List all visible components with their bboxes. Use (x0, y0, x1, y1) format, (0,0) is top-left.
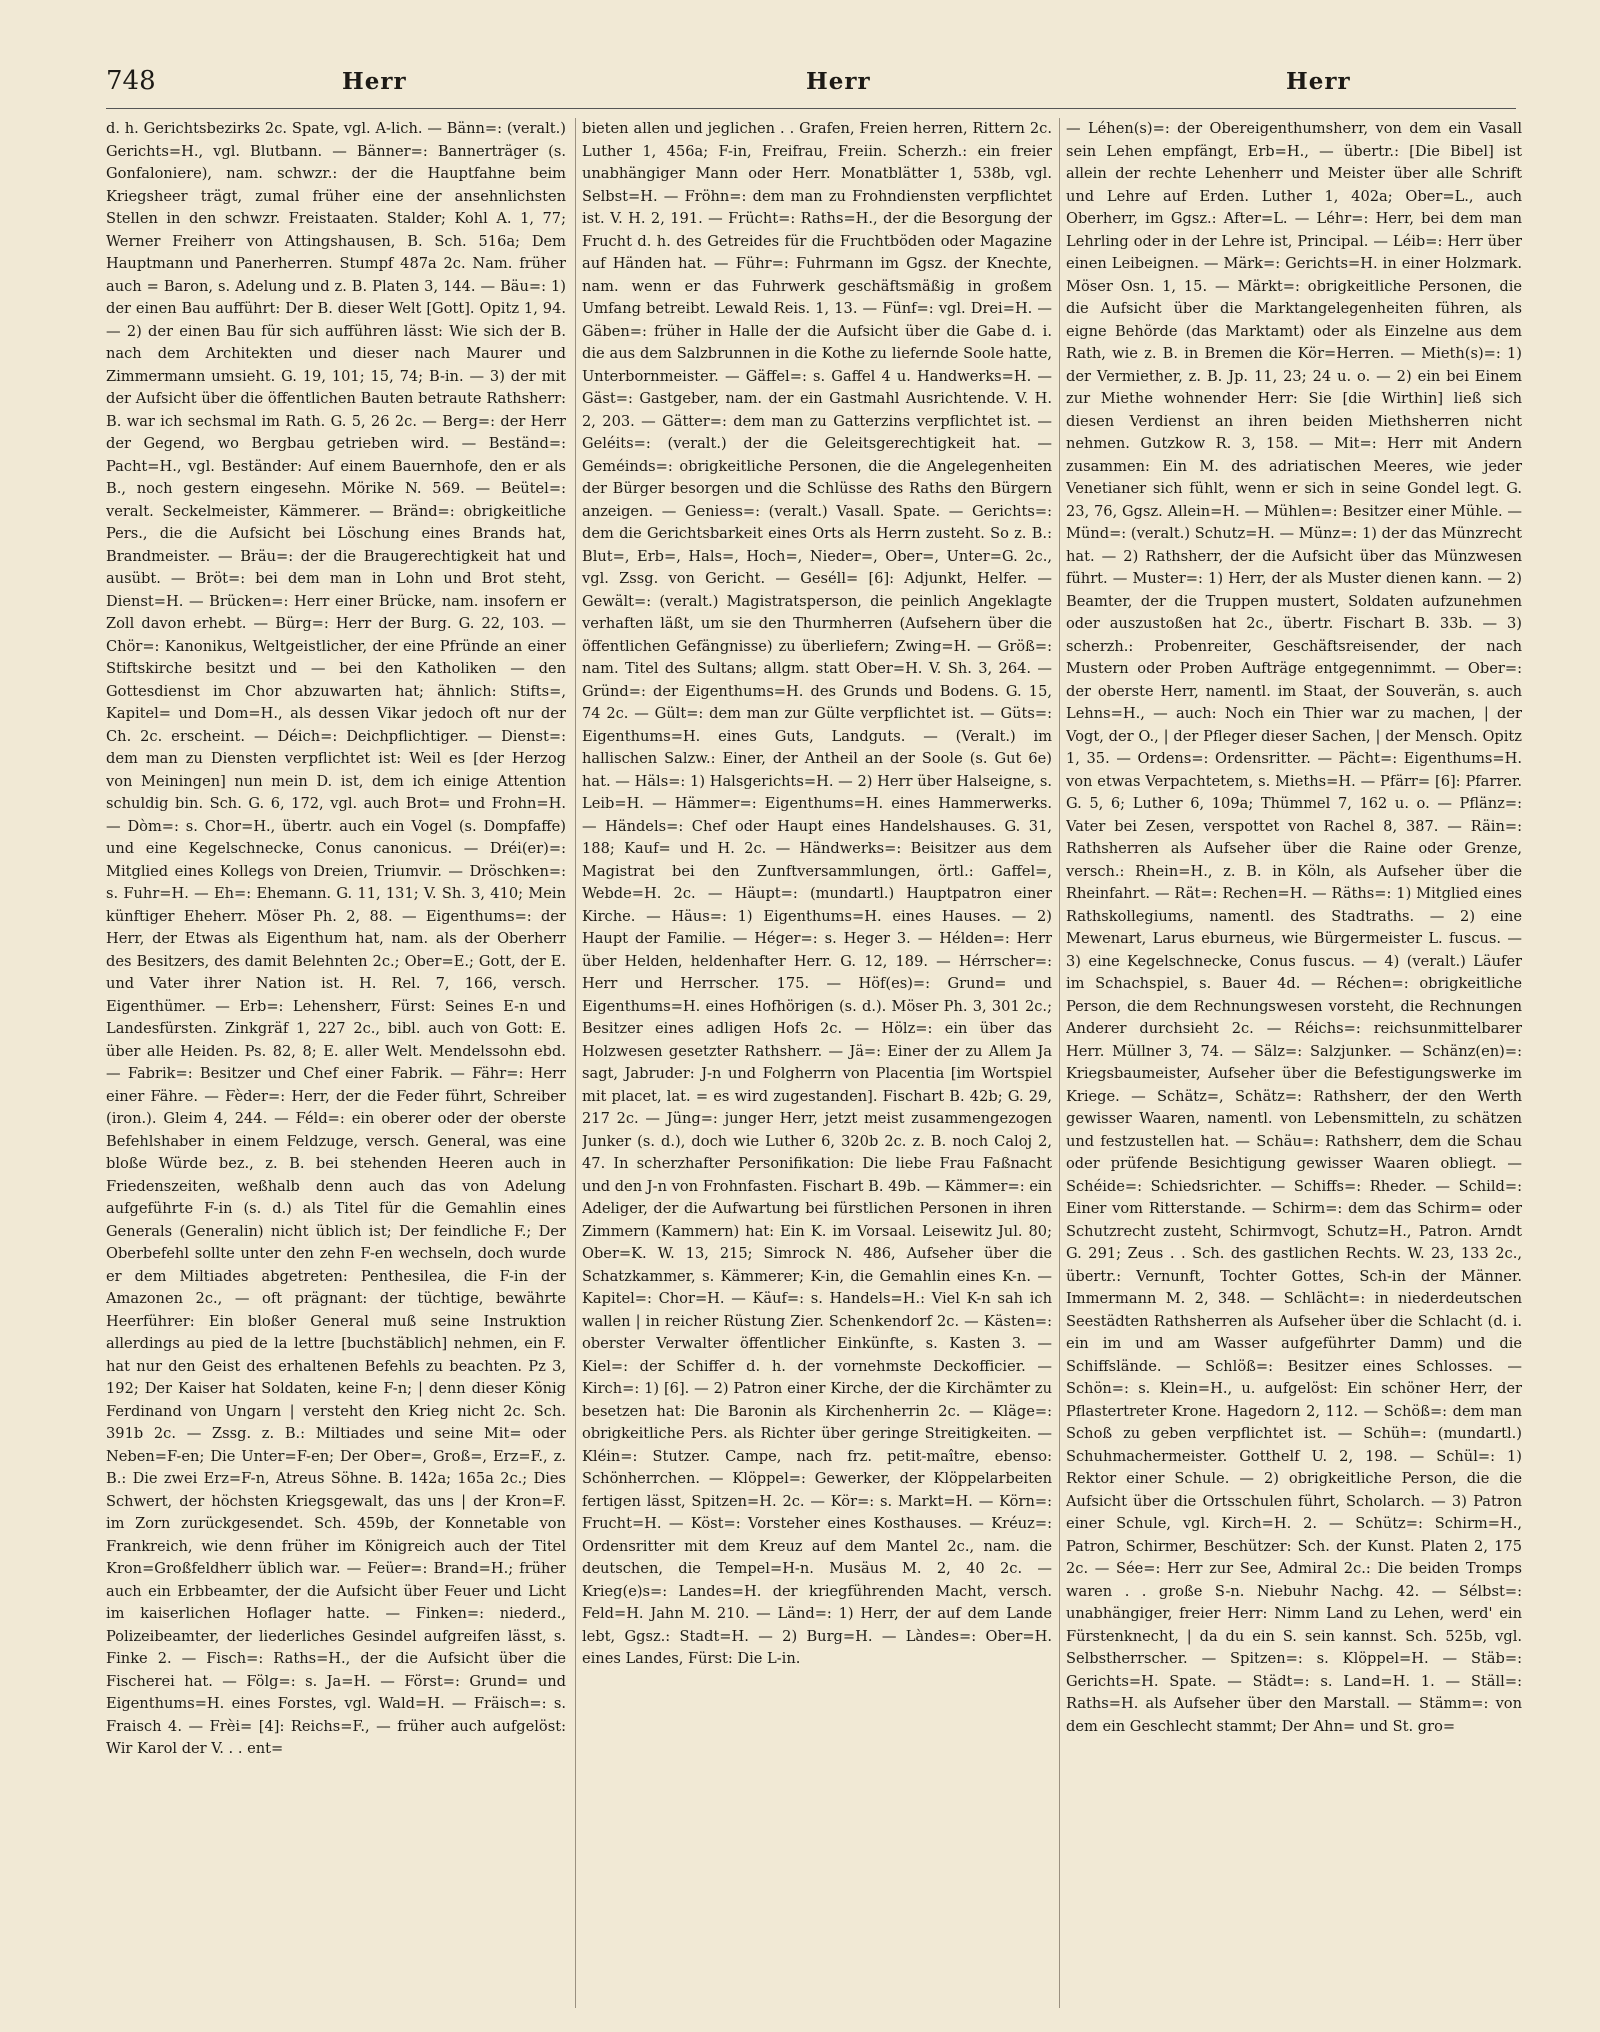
column-text: — Léhen(s)=: der Obereigenthumsherr, von dem ein Vasall sein Lehen empfängt, Erb=H., — übertr.: [Die Bibel] ist allein der rechte Lehenherr und Meister über alle Schrift und Lehre auf Erden. Luther 1, 402a; Ober=L., auch Oberherr, im Ggsz.: After=L. — Léhr=: Herr, bei dem man Lehrling oder in der Lehre ist, Principal. — Léib=: Herr über einen Leibeignen. — Märk=: Gerichts=H. in einer Holzmark. Möser Osn. 1, 15. — Märkt=: obrigkeitliche Personen, die die Aufsicht über die Marktangelegenheiten führen, als eigne Behörde (das Marktamt) oder als Einzelne aus dem Rath, wie z. B. in Bremen die Kör=Herren. — Mieth(s)=: 1) der Vermiether, z. B. Jp. 11, 23; 24 u. o. — 2) ein bei Einem zur Miethe wohnender Herr: Sie [die Wirthin] ließ sich diesen Verdienst an ihren beiden Miethsherren nicht nehmen. Gutzkow R. 3, 158. — Mit=: Herr mit Andern zusammen: Ein M. des adriatischen Meeres, wie jeder Venetianer sich fühlt, wenn er sich in seine Gondel legt. G. 23, 76, Ggsz. Allein=H. — Mühlen=: Besitzer einer Mühle. — Münd=: (veralt.) Schutz=H. — Münz=: 1) der das Münzrecht hat. — 2) Rathsherr, der die Aufsicht über das Münzwesen führt. — Muster=: 1) Herr, der als Muster dienen kann. — 2) Beamter, der die Truppen mustert, Soldaten aufzunehmen oder auszustoßen hat 2c., übertr. Fischart B. 33b. — 3) scherzh.: Probenreiter, Geschäftsreisender, der nach Mustern oder Proben Aufträge entgegennimmt. — Ober=: der oberste Herr, namentl. im Staat, der Souverän, s. auch Lehns=H., — auch: Noch ein Thier war zu machen, | der Vogt, der O., | der Pfleger dieser Sachen, | der Mensch. Opitz 1, 35. — Ordens=: Ordensritter. — Pächt=: Eigenthums=H. von etwas Verpachtetem, s. Mieths=H. — Pfärr= [6]: Pfarrer. G. 5, 6; Luther 6, 109a; Thümmel 7, 162 u. o. — Pflänz=: Vater bei Zesen, verspottet von Rachel 8, 387. — Räin=: Rathsherren als Aufseher über die Raine oder Grenze, versch.: Rhein=H., z. B. in Köln, als Aufseher über die Rheinfahrt. — Rät=: Rechen=H. — Räths=: 1) Mitglied eines Rathskollegiums, namentl. des Stadtraths. — 2) eine Mewenart, Larus eburneus, wie Bürgermeister L. fuscus. — 3) eine Kegelschnecke, Conus fuscus. — 4) (veralt.) Läufer im Schachspiel, s. Bauer 4d. — Réchen=: obrigkeitliche Person, die dem Rechnungswesen vorsteht, die Rechnungen Anderer durchsieht 2c. — Réichs=: reichsunmittelbarer Herr. Müllner 3, 74. — Sälz=: Salzjunker. — Schänz(en)=: Kriegsbaumeister, Aufseher über die Befestigungswerke im Kriege. — Schätz=, Schätz=: Rathsherr, der den Werth gewisser Waaren, namentl. von Lebensmitteln, zu schätzen und festzustellen hat. — Schäu=: Rathsherr, dem die Schau oder prüfende Besichtigung gewisser Waaren obliegt. — Schéide=: Schiedsrichter. — Schiffs=: Rheder. — Schild=: Einer vom Ritterstande. — Schirm=: dem das Schirm= oder Schutzrecht zusteht, Schirmvogt, Schutz=H., Patron. Arndt G. 291; Zeus . . Sch. des gastlichen Rechts. W. 23, 133 2c., übertr.: Vernunft, Tochter Gottes, Sch-in der Männer. Immermann M. 2, 348. — Schlächt=: in niederdeutschen Seestädten Rathsherren als Aufseher über die Schlacht (d. i. ein im und am Wasser aufgeführter Damm) und die Schiffslände. — Schlöß=: Besitzer eines Schlosses. — Schön=: s. Klein=H., u. aufgelöst: Ein schöner Herr, der Pflastertreter Krone. Hagedorn 2, 112. — Schöß=: dem man Schoß zu geben verpflichtet ist. — Schüh=: (mundartl.) Schuhmachermeister. Gotthelf U. 2, 198. — Schül=: 1) Rektor einer Schule. — 2) obrigkeitliche Person, die die Aufsicht über die Ortsschulen führt, Scholarch. — 3) Patron einer Schule, vgl. Kirch=H. 2. — Schütz=: Schirm=H., Patron, Schirmer, Beschützer: Sch. der Kunst. Platen 2, 175 2c. — Sée=: Herr zur See, Admiral 2c.: Die beiden Tromps waren . . große S-n. Niebuhr Nachg. 42. — Sélbst=: unabhängiger, freier Herr: Nimm Land zu Lehen, werd' ein Fürstenknecht, | da du ein S. sein kannst. Sch. 525b, vgl. Selbstherrscher. — Spitzen=: s. Klöppel=H. — Stäb=: Gerichts=H. Spate. — Städt=: s. Land=H. 1. — Ställ=: Raths=H. als Aufseher über den Marstall. — Stämm=: von dem ein Geschlecht stammt; Der Ahn= und St. gro= (1066, 120, 1522, 1735)
page-number: 748 (106, 66, 156, 96)
column-divider (1059, 118, 1060, 2008)
running-head-right: Herr (1286, 68, 1351, 95)
column-divider (575, 118, 576, 2008)
text-column-left (106, 118, 566, 2008)
column-text: bieten allen und jeglichen . . Grafen, Freien herren, Rittern 2c. Luther 1, 456a; F-in, Freifrau, Freiin. Scherzh.: ein freier unabhängiger Mann oder Herr. Monatblätter 1, 538b, vgl. Selbst=H. — Fröhn=: dem man zu Frohndiensten verpflichtet ist. V. H. 2, 191. — Frücht=: Raths=H., der die Besorgung der Frucht d. h. des Getreides für die Fruchtböden oder Magazine auf Händen hat. — Führ=: Fuhrmann im Ggsz. der Knechte, nam. wenn er das Fuhrwerk geschäftsmäßig in großem Umfang betreibt. Lewald Reis. 1, 13. — Fünf=: vgl. Drei=H. — Gäben=: früher in Halle der die Aufsicht über die Gabe d. i. die aus dem Salzbrunnen in die Kothe zu liefernde Soole hatte, Unterbornmeister. — Gäffel=: s. Gaffel 4 u. Handwerks=H. — Gäst=: Gastgeber, nam. der ein Gastmahl Ausrichtende. V. H. 2, 203. — Gätter=: dem man zu Gatterzins verpflichtet ist. — Geléits=: (veralt.) der die Geleitsgerechtigkeit hat. — Geméinds=: obrigkeitliche Personen, die die Angelegenheiten der Bürger besorgen und die Schlüsse des Raths den Bürgern anzeigen. — Geniess=: (veralt.) Vasall. Spate. — Gerichts=: dem die Gerichtsbarkeit eines Orts als Herrn zusteht. So z. B.: Blut=, Erb=, Hals=, Hoch=, Nieder=, Ober=, Unter=G. 2c., vgl. Zssg. von Gericht. — Geséll= [6]: Adjunkt, Helfer. — Gewält=: (veralt.) Magistratsperson, die peinlich Angeklagte verhaften läßt, um sie den Thurmherren (Aufsehern über die öffentlichen Gefängnisse) zu überliefern; Zwing=H. — Größ=: nam. Titel des Sultans; allgm. statt Ober=H. V. Sh. 3, 264. — Gründ=: der Eigenthums=H. des Grunds und Bodens. G. 15, 74 2c. — Gült=: dem man zur Gülte verpflichtet ist. — Güts=: Eigenthums=H. eines Guts, Landguts. — (Veralt.) im hallischen Salzw.: Einer, der Antheil an der Soole (s. Gut 6e) hat. — Häls=: 1) Halsgerichts=H. — 2) Herr über Halseigne, s. Leib=H. — Hämmer=: Eigenthums=H. eines Hammerwerks. — Händels=: Chef oder Haupt eines Handelshauses. G. 31, 188; Kauf= und H. 2c. — Händwerks=: Beisitzer aus dem Magistrat bei den Zunftversammlungen, örtl.: Gaffel=, Webde=H. 2c. — Häupt=: (mundartl.) Hauptpatron einer Kirche. — Häus=: 1) Eigenthums=H. eines Hauses. — 2) Haupt der Familie. — Héger=: s. Heger 3. — Hélden=: Herr über Helden, heldenhafter Herr. G. 12, 189. — Hérrscher=: Herr und Herrscher. 175. — Höf(es)=: Grund= und Eigenthums=H. eines Hofhörigen (s. d.). Möser Ph. 3, 301 2c.; Besitzer eines adligen Hofs 2c. — Hölz=: ein über das Holzwesen gesetzter Rathsherr. — Jä=: Einer der zu Allem Ja sagt, Jabruder: J-n und Folgherrn von Placentia [im Wortspiel mit placet, lat. = es wird zugestanden]. Fischart B. 42b; G. 29, 217 2c. — Jüng=: junger Herr, jetzt meist zusammengezogen Junker (s. d.), doch wie Luther 6, 320b 2c. z. B. noch Caloj 2, 47. In scherzhafter Personifikation: Die liebe Frau Faßnacht und den J-n von Frohnfasten. Fischart B. 49b. — Kämmer=: ein Adeliger, der die Aufwartung bei fürstlichen Personen in ihren Zimmern (Kammern) hat: Ein K. im Vorsaal. Leisewitz Jul. 80; Ober=K. W. 13, 215; Simrock N. 486, Aufseher über die Schatzkammer, s. Kämmerer; K-in, die Gemahlin eines K-n. — Kapitel=: Chor=H. — Käuf=: s. Handels=H.: Viel K-n sah ich wallen | in reicher Rüstung Zier. Schenkendorf 2c. — Kästen=: oberster Verwalter öffentlicher Einkünfte, s. Kasten 3. — Kiel=: der Schiffer d. h. der vornehmste Deckofficier. — Kirch=: 1) [6]. — 2) Patron einer Kirche, der die Kirchämter zu besetzen hat: Die Baronin als Kirchenherrin 2c. — Kläge=: obrigkeitliche Pers. als Richter über geringe Streitigkeiten. — Kléin=: Stutzer. Campe, nach frz. petit-maître, ebenso: Schönherrchen. — Klöppel=: Gewerker, der Klöppelarbeiten fertigen lässt, Spitzen=H. 2c. — Kör=: s. Markt=H. — Körn=: Frucht=H. — Köst=: Vorsteher eines Kosthauses. — Kréuz=: Ordensritter mit dem Kreuz auf dem Mantel 2c., nam. die deutschen, die Tempel=H-n. Musäus M. 2, 40 2c. — Krieg(e)s=: Landes=H. der kriegführenden Macht, versch. Feld=H. Jahn M. 210. — Länd=: 1) Herr, der auf dem Lande lebt, Ggsz.: Stadt=H. — 2) Burg=H. — Làndes=: Ober=H. eines Landes, Fürst: Die L-in. (582, 120, 1052, 1667)
running-head-center: Herr (806, 68, 871, 95)
text-column-middle (582, 118, 1052, 2008)
text-column-right (1066, 118, 1522, 2008)
page-header (106, 66, 1516, 100)
header-rule (106, 108, 1516, 109)
running-head-left: Herr (342, 68, 407, 95)
column-text: d. h. Gerichtsbezirks 2c. Spate, vgl. A-lich. — Bänn=: (veralt.) Gerichts=H., vgl. Blutbann. — Bänner=: Bannerträger (s. Gonfaloniere), nam. schwzr.: der die Hauptfahne beim Kriegsheer trägt, zumal früher eine der ansehnlichsten Stellen in den schwzr. Freistaaten. Stalder; Kohl A. 1, 77; Werner Freiherr von Attingshausen, B. Sch. 516a; Dem Hauptmann und Panerherren. Stumpf 487a 2c. Nam. früher auch = Baron, s. Adelung und z. B. Platen 3, 144. — Bäu=: 1) der einen Bau aufführt: Der B. dieser Welt [Gott]. Opitz 1, 94. — 2) der einen Bau für sich aufführen lässt: Wie sich der B. nach dem Architekten und dieser nach Maurer und Zimmermann umsieht. G. 19, 101; 15, 74; B-in. — 3) der mit der Aufsicht über die öffentlichen Bauten betraute Rathsherr: B. war ich sechsmal im Rath. G. 5, 26 2c. — Berg=: der Herr der Gegend, wo Bergbau getrieben wird. — Beständ=: Pacht=H., vgl. Beständer: Auf einem Bauernhofe, den er als B., noch gestern eingesehn. Mörike N. 569. — Beütel=: veralt. Seckelmeister, Kämmerer. — Bränd=: obrigkeitliche Pers., die die Aufsicht bei Löschung eines Brands hat, Brandmeister. — Bräu=: der die Braugerechtigkeit hat und ausübt. — Bröt=: bei dem man in Lohn und Brot steht, Dienst=H. — Brücken=: Herr einer Brücke, nam. insofern er Zoll davon erhebt. — Bürg=: Herr der Burg. G. 22, 103. — Chör=: Kanonikus, Weltgeistlicher, der eine Pfründe an einer Stiftskirche besitzt und — bei den Katholiken — den Gottesdienst im Chor abzuwarten hat; ähnlich: Stifts=, Kapitel= und Dom=H., als dessen Vikar jedoch oft nur der Ch. 2c. erscheint. — Déich=: Deichpflichtiger. — Dienst=: dem man zu Diensten verpflichtet ist: Weil es [der Herzog von Meiningen] nun mein D. ist, dem ich einige Attention schuldig bin. Sch. G. 6, 172, vgl. auch Brot= und Frohn=H. — Dòm=: s. Chor=H., übertr. auch ein Vogel (s. Dompfaffe) und eine Kegelschnecke, Conus canonicus. — Dréi(er)=: Mitglied eines Kollegs von Dreien, Triumvir. — Dröschken=: s. Fuhr=H. — Eh=: Ehemann. G. 11, 131; V. Sh. 3, 410; Mein künftiger Eheherr. Möser Ph. 2, 88. — Eigenthums=: der Herr, der Etwas als Eigenthum hat, nam. als der Oberherr des Besitzers, des damit Belehnten 2c.; Ober=E.; Gott, der E. und Vater ihrer Nation ist. H. Rel. 7, 166, versch. Eigenthümer. — Erb=: Lehensherr, Fürst: Seines E-n und Landesfürsten. Zinkgräf 1, 227 2c., bibl. auch von Gott: E. über alle Heiden. Ps. 82, 8; E. aller Welt. Mendelssohn ebd. — Fabrik=: Besitzer und Chef einer Fabrik. — Fähr=: Herr einer Fähre. — Fèder=: Herr, der die Feder führt, Schreiber (iron.). Gleim 4, 244. — Féld=: ein oberer oder der oberste Befehlshaber in einem Feldzuge, versch. General, was eine bloße Würde bez., z. B. bei stehenden Heeren auch in Friedenszeiten, weßhalb denn auch das von Adelung aufgeführte F-in (s. d.) als Titel für die Gemahlin eines Generals (Generalin) nicht üblich ist; Der feindliche F.; Der Oberbefehl sollte unter den zehn F-en wechseln, doch wurde er dem Miltiades abgetreten: Penthesilea, die F-in der Amazonen 2c., — oft prägnant: der tüchtige, bewährte Heerführer: Ein bloßer General muß seine Instruktion allerdings au pied de la lettre [buchstäblich] nehmen, ein F. hat nur den Geist des erhaltenen Befehls zu beachten. Pz 3, 192; Der Kaiser hat Soldaten, keine F-n; | denn dieser König Ferdinand von Ungarn | versteht den Krieg nicht 2c. Sch. 391b 2c. — Zssg. z. B.: Miltiades und seine Mit= oder Neben=F-en; Die Unter=F-en; Der Ober=, Groß=, Erz=F., z. B.: Die zwei Erz=F-n, Atreus Söhne. B. 142a; 165a 2c.; Dies Schwert, der höchsten Kriegsgewalt, das uns | der Kron=F. im Zorn zurückgesendet. Sch. 459b, der Konnetable von Frankreich, wie denn früher im Königreich auch der Titel Kron=Großfeldherr üblich war. — Feüer=: Brand=H.; früher auch ein Erbbeamter, der die Aufsicht über Feuer und Licht im kaiserlichen Hoflager hatte. — Finken=: niederd., Polizeibeamter, der liederliches Gesindel aufgreifen lässt, s. Finke 2. — Fisch=: Raths=H., der die Aufsicht über die Fischerei hat. — Fölg=: s. Ja=H. — Först=: Grund= und Eigenthums=H. eines Forstes, vgl. Wald=H. — Fräisch=: s. Fraisch 4. — Frèi= [4]: Reichs=F., — früher auch aufgelöst: Wir Karol der V. . . ent= (106, 120, 566, 1757)
